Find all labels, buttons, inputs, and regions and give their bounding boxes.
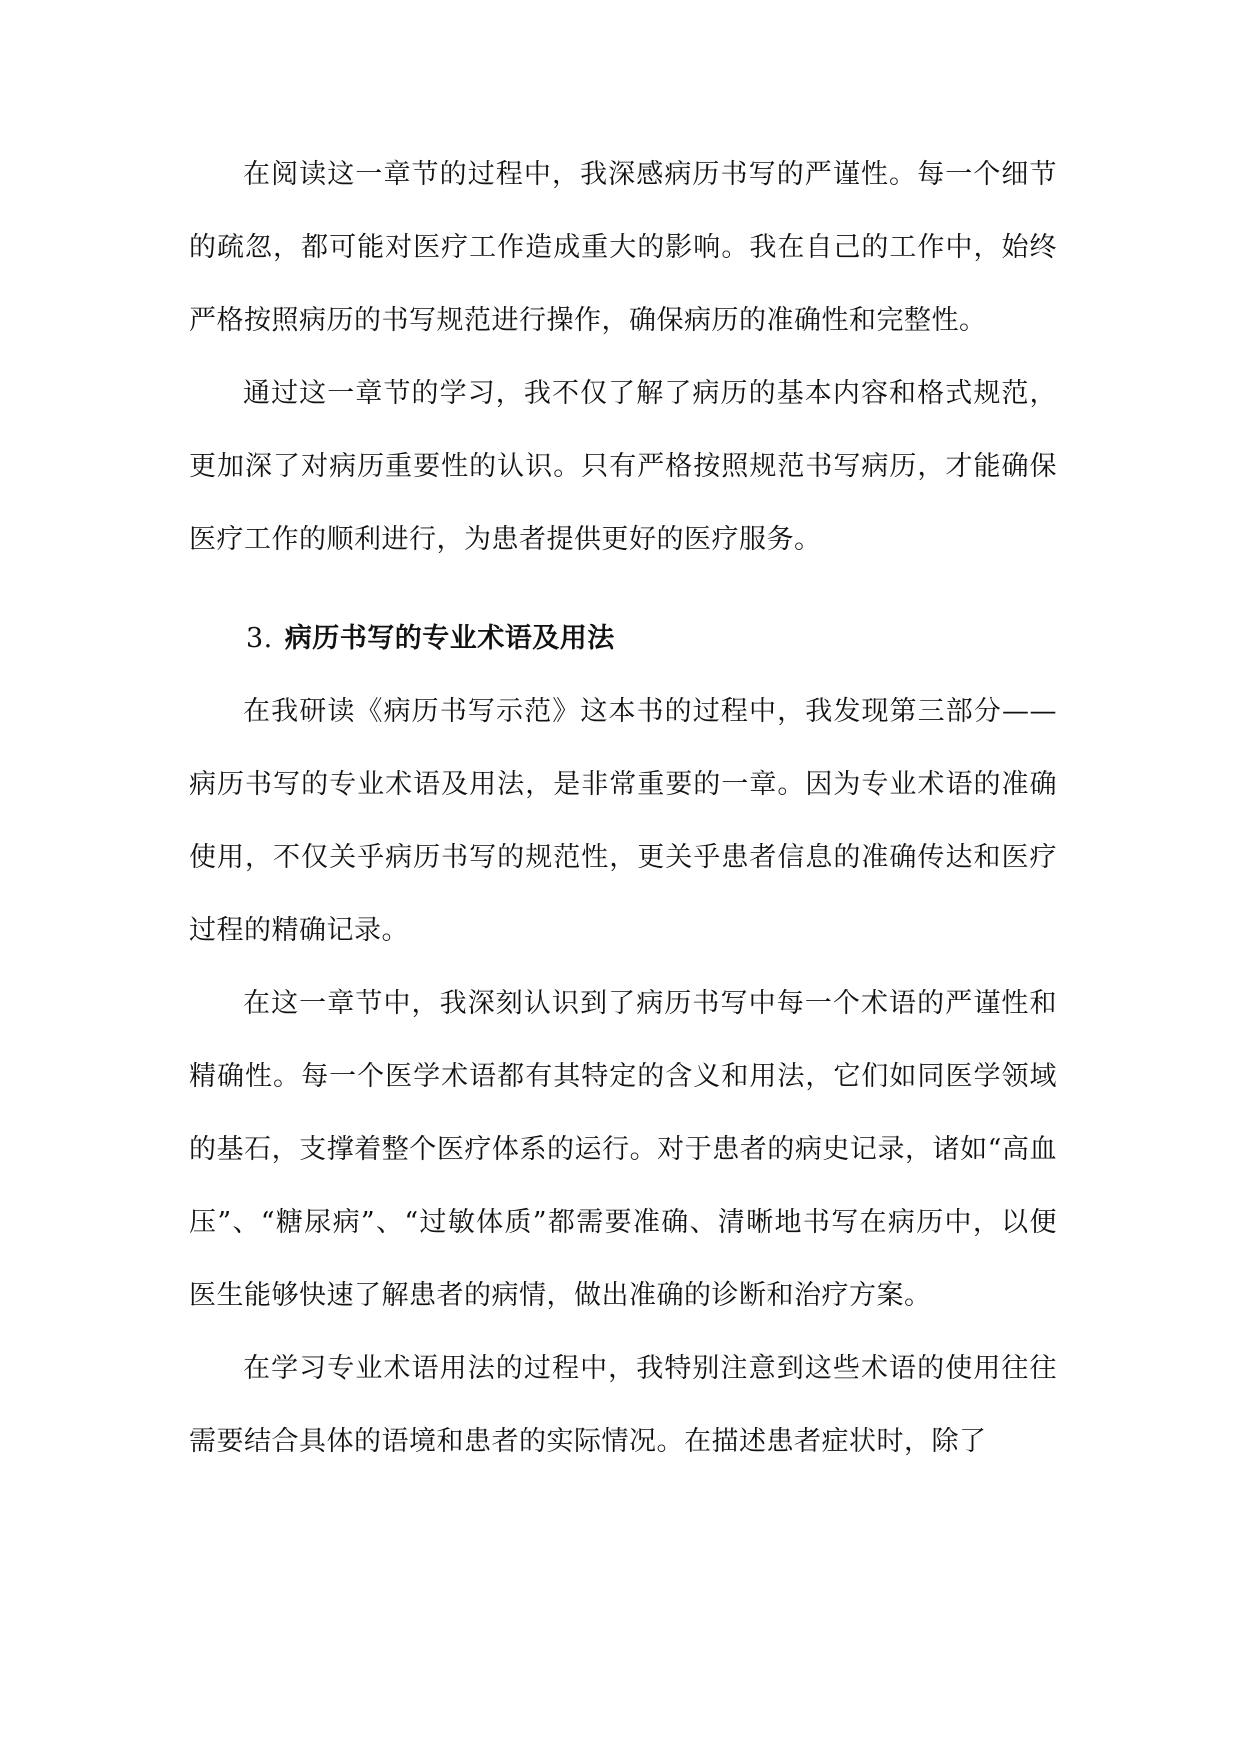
paragraph-2: 通过这一章节的学习，我不仅了解了病历的基本内容和格式规范，更加深了对病历重要性的认识。只有严格按照规范书写病历，才能确保医疗工作的顺利进行，为患者提供更好的医疗服务。 [189, 378, 1057, 555]
paragraph-3: 在我研读《病历书写示范》这本书的过程中，我发现第三部分——病历书写的专业术语及用法，是非常重要的一章。因为专业术语的准确使用，不仅关乎病历书写的规范性，更关乎患者信息的准确传达和医疗过程的精确记录。 [189, 696, 1057, 946]
section-heading [189, 602, 1057, 675]
paragraph-1: 在阅读这一章节的过程中，我深感病历书写的严谨性。每一个细节的疏忽，都可能对医疗工作造成重大的影响。我在自己的工作中，始终严格按照病历的书写规范进行操作，确保病历的准确性和完整性。 [189, 159, 1057, 336]
section-number: 3. [246, 623, 273, 654]
document-page [189, 138, 1057, 1478]
paragraph-5: 在学习专业术语用法的过程中，我特别注意到这些术语的使用往往需要结合具体的语境和患者的实际情况。在描述患者症状时，除了 [189, 1353, 1057, 1457]
paragraph-4: 在这一章节中，我深刻认识到了病历书写中每一个术语的严谨性和精确性。每一个医学术语都有其特定的含义和用法，它们如同医学领域的基石，支撑着整个医疗体系的运行。对于患者的病史记录，诸如“高血压”、“糖尿病”、“过敏体质”都需要准确、清晰地书写在病历中，以便医生能够快速了解患者的病情，做出准确的诊断和治疗方案。 [189, 988, 1057, 1311]
section-title: 病历书写的专业术语及用法 [284, 623, 615, 654]
